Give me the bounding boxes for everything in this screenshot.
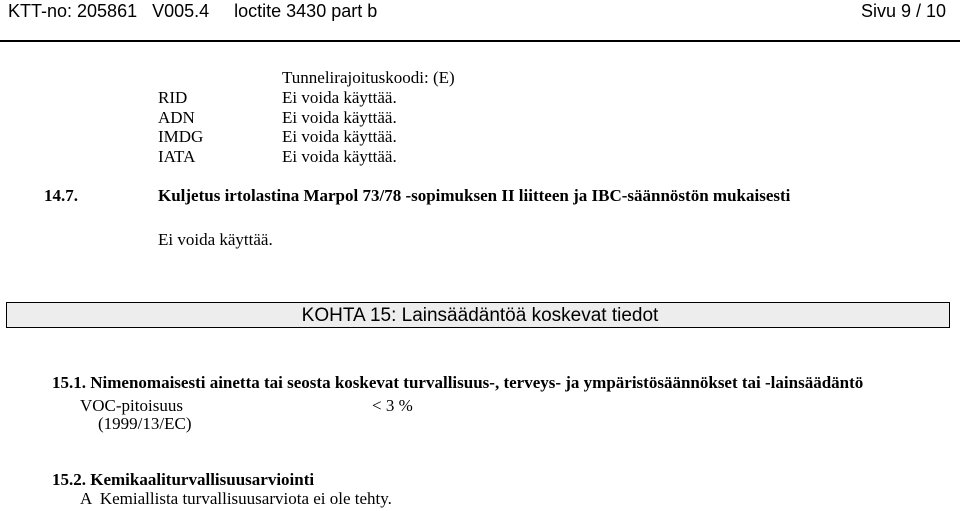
- document-id: KTT-no: 205861 V005.4 loctite 3430 part b: [8, 1, 378, 21]
- voc-value: < 3 %: [372, 396, 413, 415]
- section-15-2-heading: 15.2. Kemikaaliturvallisuusarviointi: [52, 470, 315, 489]
- transport-label-rid: RID: [158, 88, 188, 107]
- transport-label-adn: ADN: [158, 108, 195, 127]
- voc-label: VOC-pitoisuus: [80, 396, 183, 415]
- section-14-7-title: Kuljetus irtolastina Marpol 73/78 -sopimuksen II liitteen ja IBC-säännöstön mukaisesti: [158, 186, 791, 205]
- transport-value-adn: Ei voida käyttää.: [282, 108, 397, 127]
- transport-value-rid: Ei voida käyttää.: [282, 88, 397, 107]
- transport-label-iata: IATA: [158, 147, 196, 166]
- section-14-7-number: 14.7.: [44, 186, 78, 205]
- section-14-7-text: Ei voida käyttää.: [158, 230, 273, 249]
- section-15-1-heading: 15.1. Nimenomaisesti ainetta tai seosta koskevat turvallisuus-, terveys- ja ympäristösäännökset tai -lainsäädäntö: [52, 373, 864, 392]
- section-15-2-text: A Kemiallista turvallisuusarviota ei ole tehty.: [80, 489, 392, 508]
- tunnel-code: Tunnelirajoituskoodi: (E): [282, 68, 455, 87]
- transport-value-iata: Ei voida käyttää.: [282, 147, 397, 166]
- header-rule: [0, 40, 960, 42]
- page-number: Sivu 9 / 10: [860, 1, 946, 21]
- transport-value-imdg: Ei voida käyttää.: [282, 127, 397, 146]
- transport-label-imdg: IMDG: [158, 127, 204, 146]
- section-15-title: KOHTA 15: Lainsäädäntöä koskevat tiedot: [301, 305, 659, 326]
- voc-directive: (1999/13/EC): [98, 414, 192, 433]
